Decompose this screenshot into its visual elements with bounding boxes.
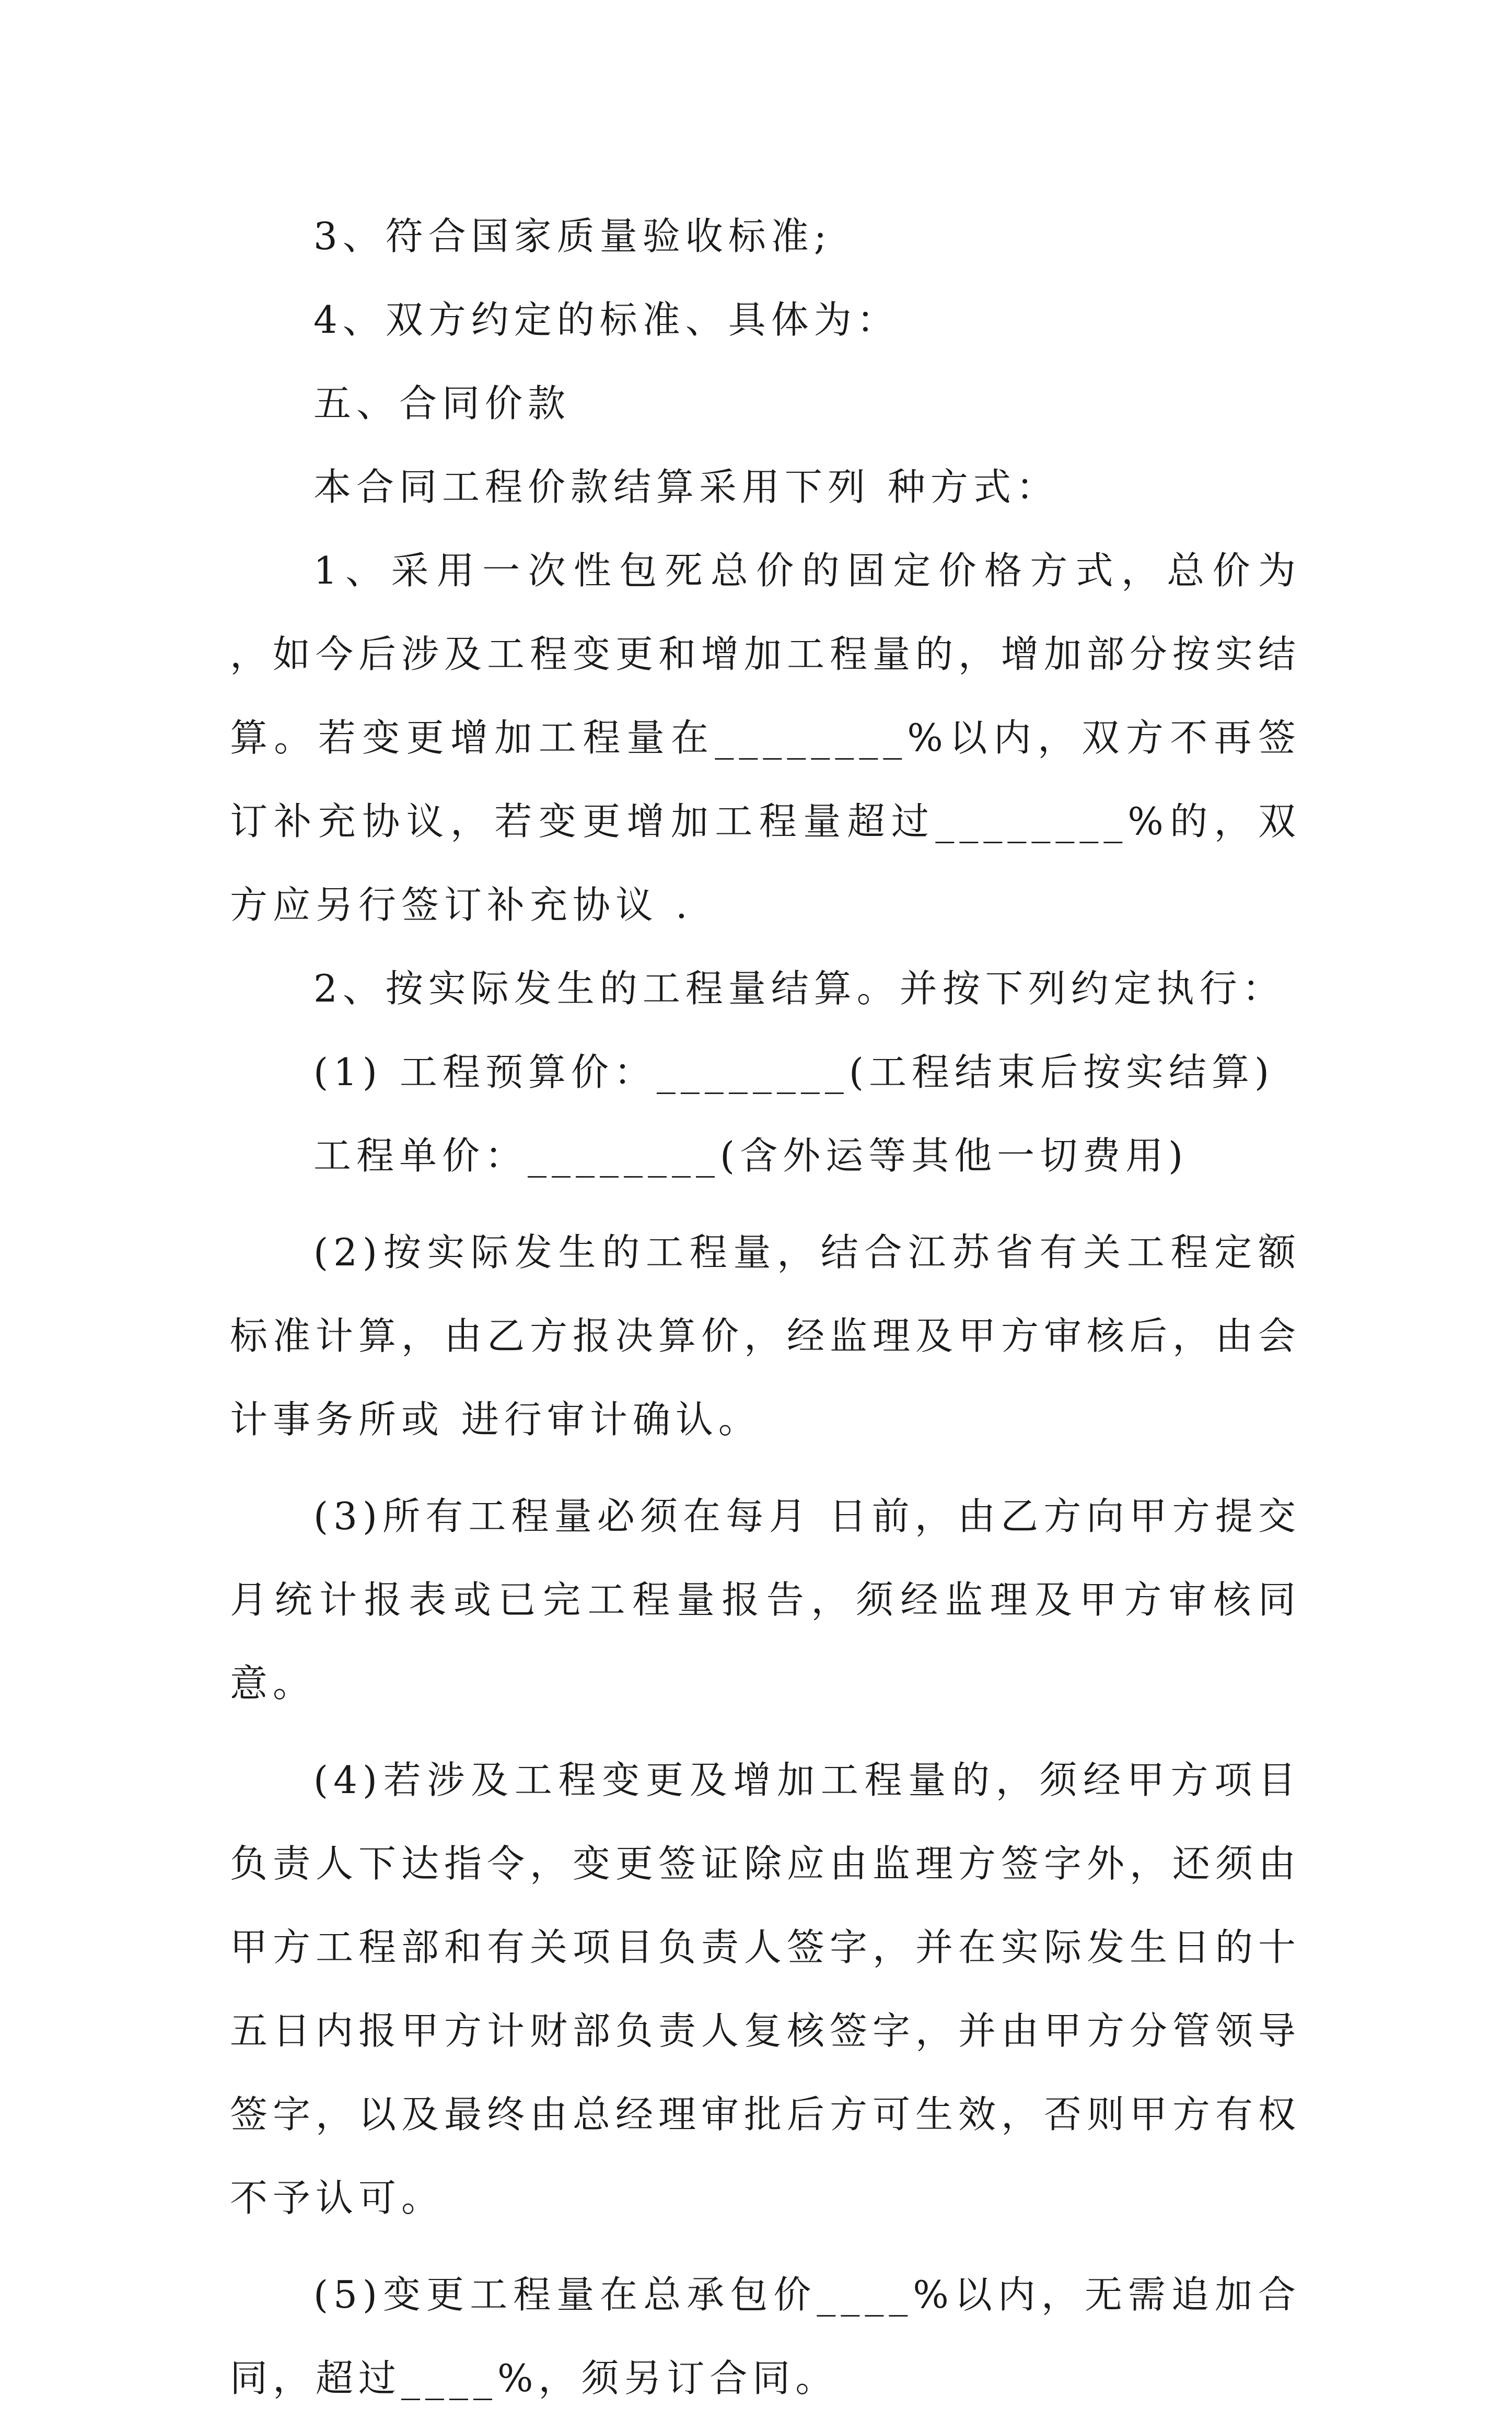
- section-heading-contract-price: 五、合同价款: [313, 381, 571, 425]
- sub-clause-5: (5)变更工程量在总承包价____%以内，无需追加合同，超过____%，须另订合同。: [230, 2273, 1301, 2400]
- settlement-option-1: 1、采用一次性包死总价的固定价格方式，总价为 ，如今后涉及工程变更和增加工程量的，增加部分按实结算。若变更增加工程量在________%以内，双方不再签订补充协议，若变更增加工程量超过________%的，双方应另行签订补充协议 .: [230, 549, 1301, 927]
- sub-clause-3: (3)所有工程量必须在每月 日前，由乙方向甲方提交月统计报表或已完工程量报告，须经监理及甲方审核同意。: [230, 1494, 1301, 1705]
- unit-price-line: 工程单价：________(含外运等其他一切费用): [313, 1134, 1189, 1178]
- settlement-option-2: 2、按实际发生的工程量结算。并按下列约定执行：: [313, 967, 1285, 1010]
- sub-clause-4: (4)若涉及工程变更及增加工程量的，须经甲方项目负责人下达指令，变更签证除应由监理方签字外，还须由甲方工程部和有关项目负责人签字，并在实际发生日的十五日内报甲方计财部负责人复核签字，并由甲方分管领导签字，以及最终由总经理审批后方可生效，否则甲方有权不予认可。: [230, 1758, 1301, 2220]
- sub-clause-2: (2)按实际发生的工程量，结合江苏省有关工程定额标准计算，由乙方报决算价，经监理及甲方审核后，由会计事务所或 进行审计确认。: [230, 1230, 1301, 1441]
- settlement-method-intro: 本合同工程价款结算采用下列 种方式：: [313, 465, 1059, 509]
- budget-price-line: (1) 工程预算价：________(工程结束后按实结算): [313, 1050, 1275, 1094]
- clause-agreed-standard: 4、双方约定的标准、具体为：: [313, 298, 900, 342]
- document-body: [230, 194, 1301, 2420]
- clause-quality-standard: 3、符合国家质量验收标准;: [313, 214, 832, 258]
